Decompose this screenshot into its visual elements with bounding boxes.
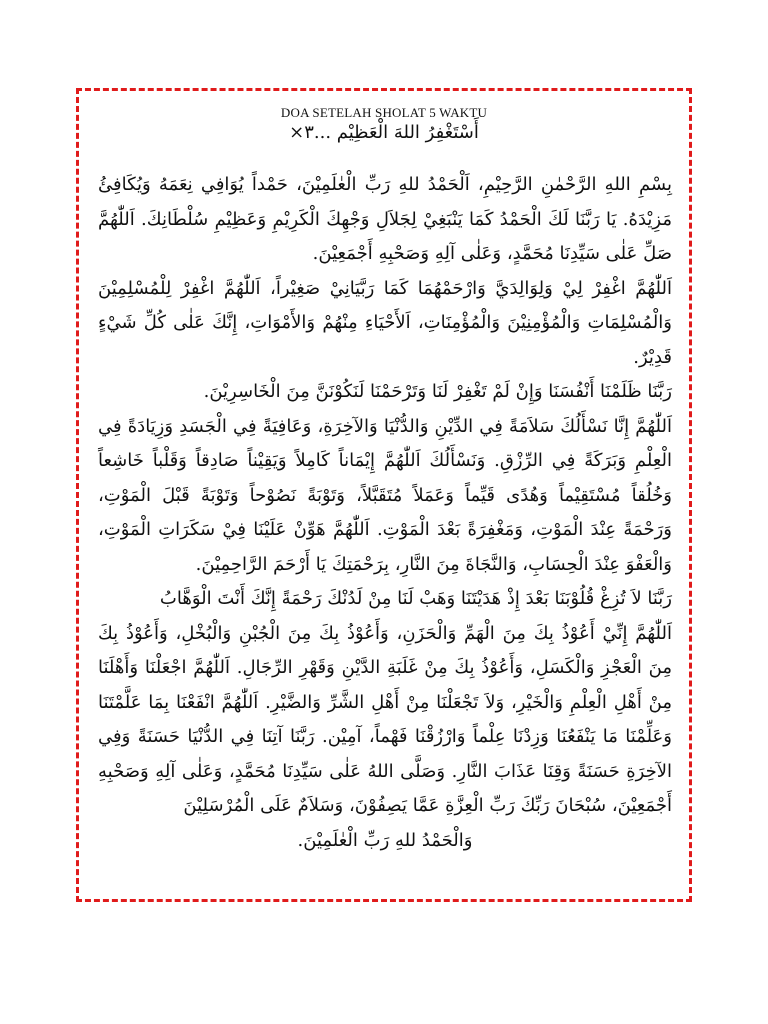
- istighfar-line: أَسْتَغْفِرُ اللهَ الْعَظِيْم ...٣×: [289, 122, 479, 143]
- paragraph-rabbana-zalamna: رَبَّنَا ظَلَمْنَا أَنْفُسَنَا وَإِنْ لَمْ تَغْفِرْ لَنَا وَتَرْحَمْنَا لَنَكُوْنَنَّ مِنَ الْخَاسِرِيْنَ.: [203, 381, 672, 402]
- closing-line: وَالْحَمْدُ للهِ رَبِّ الْعٰلَمِيْنَ.: [297, 829, 473, 851]
- document-title: DOA SETELAH SHOLAT 5 WAKTU: [280, 105, 488, 120]
- paragraph-request: اَللّٰهُمَّ إِنَّا نَسْأَلُكَ سَلاَمَةً فِي الدِّيْنِ وَالدُّنْيَا وَالآخِرَةِ، وَعَافِيَةً فِي الْجَسَدِ وَزِيَادَةً فِي الْعِلْمِ وَبَرَكَةً فِي الرِّزْقِ. وَنَسْأَلُكَ اَللّٰهُمَّ إِيْمَاناً كَامِلاً وَيَقِيْناً صَادِقاً وَقَلْباً خَاشِعاً وَخُلُقاً مُسْتَقِيْماً وَهُدًى قَيِّماً وَعَمَلاً مُتَقَبَّلاً، وَتَوْبَةً نَصُوْحاً وَتَوْبَةً قَبْلَ الْمَوْتِ، وَرَحْمَةً عِنْدَ الْمَوْتِ، وَمَغْفِرَةً بَعْدَ الْمَوْتِ. اَللّٰهُمَّ هَوِّنْ عَلَيْنَا فِيْ سَكَرَاتِ الْمَوْتِ، وَالْعَفْوَ عِنْدَ الْحِسَابِ، وَالنَّجَاةَ مِنَ النَّارِ، بِرَحْمَتِكَ يَا أَرْحَمَ الرَّاحِمِيْنَ.: [98, 415, 672, 575]
- paragraph-forgiveness: اَللّٰهُمَّ اغْفِرْ لِيْ وَلِوَالِدَيَّ وَارْحَمْهُمَا كَمَا رَبَّيَانِيْ صَغِيْراً، اَللّٰهُمَّ اغْفِرْ لِلْمُسْلِمِيْنَ وَالْمُسْلِمَاتِ وَالْمُؤْمِنِيْنَ وَالْمُؤْمِنَاتِ، اَلأَحْيَاءِ مِنْهُمْ وَالأَمْوَاتِ، إِنَّكَ عَلٰى كُلِّ شَيْءٍ قَدِيْرٌ.: [98, 277, 672, 368]
- paragraph-rabbana-la-tuzigh: رَبَّنَا لاَ تُزِغْ قُلُوْبَنَا بَعْدَ إِذْ هَدَيْتَنَا وَهَبْ لَنَا مِنْ لَدُنْكَ رَحْمَةً إِنَّكَ أَنْتَ الْوَهَّابُ: [159, 588, 672, 609]
- prayer-text: [98, 168, 672, 858]
- paragraph-refuge: اَللّٰهُمَّ إِنِّيْ أَعُوْذُ بِكَ مِنَ الْهَمِّ وَالْحَزَنِ، وَأَعُوْذُ بِكَ مِنَ الْجُبْنِ وَالْبُخْلِ، وَأَعُوْذُ بِكَ مِنَ الْعَجْزِ وَالْكَسَلِ، وَأَعُوْذُ بِكَ مِنْ غَلَبَةِ الدَّيْنِ وَقَهْرِ الرِّجَالِ. اَللّٰهُمَّ اجْعَلْنَا وَأَهْلَنَا مِنْ أَهْلِ الْعِلْمِ وَالْخَيْرِ، وَلاَ تَجْعَلْنَا مِنْ أَهْلِ الشَّرِّ وَالضَّيْرِ. اَللّٰهُمَّ انْفَعْنَا بِمَا عَلَّمْتَنَا وَعَلِّمْنَا مَا يَنْفَعُنَا وَزِدْنَا عِلْماً وَارْزُقْنَا فَهْماً، آمِيْن. رَبَّنَا آتِنَا فِي الدُّنْيَا حَسَنَةً وَفِي الآخِرَةِ حَسَنَةً وَقِنَا عَذَابَ النَّارِ. وَصَلَّى اللهُ عَلٰى سَيِّدِنَا مُحَمَّدٍ، وَعَلٰى آلِهِ وَصَحْبِهِ أَجْمَعِيْنَ، سُبْحَانَ رَبِّكَ رَبِّ الْعِزَّةِ عَمَّا يَصِفُوْنَ، وَسَلاَمٌ عَلَى الْمُرْسَلِيْنَ: [98, 622, 672, 816]
- paragraph-opening: بِسْمِ اللهِ الرَّحْمٰنِ الرَّحِيْمِ، اَلْحَمْدُ للهِ رَبِّ الْعٰلَمِيْنَ، حَمْداً يُوَافِي نِعَمَهُ وَيُكَافِئُ مَزِيْدَهُ. يَا رَبَّنَا لَكَ الْحَمْدُ كَمَا يَنْبَغِيْ لِجَلاَلِ وَجْهِكَ الْكَرِيْمِ وَعَظِيْمِ سُلْطَانِكَ. اَللّٰهُمَّ صَلِّ عَلٰى سَيِّدِنَا مُحَمَّدٍ، وَعَلٰى آلِهِ وَصَحْبِهِ أَجْمَعِيْنَ.: [98, 174, 672, 264]
